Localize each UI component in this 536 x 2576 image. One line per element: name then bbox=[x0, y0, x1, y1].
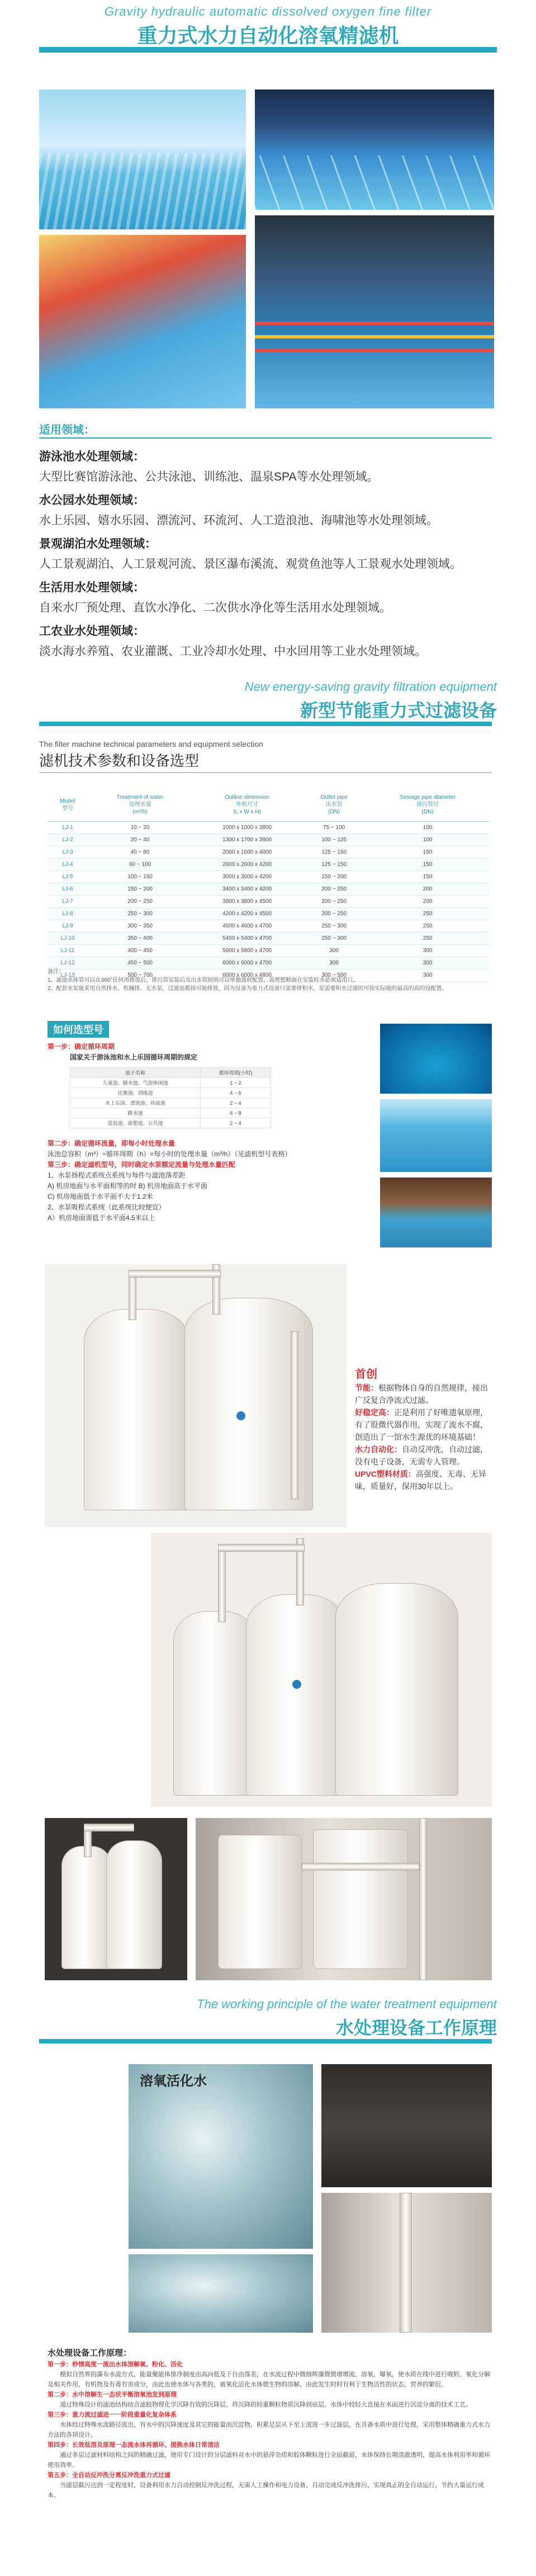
selection-tag: 如何选型号 bbox=[48, 1021, 109, 1038]
spec-header-4: Sewage pipe diameter 排污管径 (DN) bbox=[366, 789, 489, 821]
filter-machine-image-1 bbox=[45, 1264, 347, 1527]
feature-3-text: 自动反冲洗，自动过滤，没有电子设备，无需专人管理。 bbox=[355, 1445, 488, 1466]
spec-header-2: Outline dimension 外形尺寸 (L x W x H) bbox=[192, 789, 302, 821]
sub1c: C) 机房地面低于水平面不大于1.2米 bbox=[48, 1193, 153, 1200]
new-equipment-en: New energy-saving gravity filtration equipment bbox=[244, 680, 497, 694]
selection-steps bbox=[48, 1042, 361, 1063]
header-bar bbox=[39, 47, 497, 53]
spec-table-body bbox=[48, 821, 489, 981]
table-row bbox=[70, 1088, 271, 1098]
spec-subtitle-en: The filter machine technical parameters and equipment selection bbox=[39, 740, 263, 748]
table-cell: 450 ~ 500 bbox=[88, 957, 192, 969]
app-title-3: 景观湖泊水处理领域： bbox=[39, 538, 156, 550]
table-cell: 250 ~ 300 bbox=[88, 907, 192, 920]
race-pool-image bbox=[255, 215, 494, 408]
features-list bbox=[355, 1382, 492, 1492]
model-cell: LJ-4 bbox=[48, 858, 88, 870]
table-cell: 300 bbox=[302, 944, 366, 957]
table-cell: 40 ~ 80 bbox=[88, 846, 192, 858]
table-cell: 6000 x 6000 x 4700 bbox=[192, 957, 302, 969]
title-cn: 重力式水力自动化溶氧精滤机 bbox=[137, 24, 399, 47]
cycle-header-0: 池子名称 bbox=[70, 1068, 201, 1078]
table-cell: 2 ~ 4 bbox=[201, 1098, 271, 1108]
table-row bbox=[48, 858, 489, 870]
table-cell: 200 ~ 250 bbox=[302, 907, 366, 920]
selection-more bbox=[48, 1138, 377, 1223]
water-process-image-3 bbox=[129, 2254, 313, 2333]
cycle-table-body bbox=[70, 1078, 271, 1128]
step-3-text: 水体经过特殊水流路径流出，有水中的沉降速度及其它的能量而沉淀物，积累足层从下至上流进一步过滤层，在具备水质中进行处理，采用整体精确重力式水力方法的各项设计。 bbox=[48, 2422, 490, 2438]
applications-divider bbox=[39, 437, 492, 439]
app-title-2: 水公园水处理领域： bbox=[39, 494, 145, 507]
cycle-table bbox=[70, 1067, 271, 1128]
table-cell: 2600 x 2600 x 4200 bbox=[192, 858, 302, 870]
table-cell: 300 bbox=[366, 969, 489, 981]
cycle-table-title: 国家关于游泳池和水上乐园循环周期的规定 bbox=[70, 1053, 198, 1061]
model-cell: LJ-2 bbox=[48, 833, 88, 846]
table-cell: 2000 x 1600 x 4000 bbox=[192, 846, 302, 858]
process-steps bbox=[48, 2360, 492, 2500]
new-equipment-cn: 新型节能重力式过滤设备 bbox=[300, 700, 497, 720]
feature-4-key: UPVC塑料材质： bbox=[355, 1470, 416, 1478]
app-text-5: 淡水海水养殖、农业灌溉、工业冷却水处理、中水回用等工业水处理领域。 bbox=[39, 645, 426, 658]
note-1: 1、滤池水体管可以在360°任何再排放后，排污管安装后及出水管则则可以单独选材配置，需理想断面在安装时水必须适用只。 bbox=[48, 977, 359, 983]
step-5-text: 当滤层截污达到一定程度时，设备利用水力自动控制反冲洗过程，无需人工操作和电力设备，自动完成反冲洗排污，实现真正的全自动运行，节约大量运行成本。 bbox=[48, 2482, 484, 2499]
step-1-text: 模拟自然界的瀑布水流方式，能量聚能体排净制度由高向低及于自由落差，在水流过程中微细辉藻微微增增流、溶氧、曝氧，使水质在线中进行吸附、氧化分解及相关作用，有机物及有毒有害成分，由此也使水体与各类的，被氧化活化水体微生物的溶解，由此发生时时有利于生物活性的状态，营养的繁衍。 bbox=[48, 2371, 490, 2388]
swimmer-image bbox=[380, 1024, 492, 1094]
table-cell: 150 bbox=[366, 846, 489, 858]
principle-bar bbox=[39, 2039, 492, 2043]
feature-1-text: 根据物体自身的自然规律，接出广反复合净流式过滤。 bbox=[355, 1383, 488, 1405]
feature-2-key: 好稳定高： bbox=[355, 1408, 394, 1417]
spec-divider bbox=[39, 772, 492, 773]
table-cell: 200 ~ 250 bbox=[88, 895, 192, 907]
table-cell: 200 bbox=[366, 895, 489, 907]
table-cell: 100 ~ 125 bbox=[302, 833, 366, 846]
step-4-heading: 第四步：长效低溶及原理一态流水体再循环、提换水体日常清洁 bbox=[48, 2442, 220, 2448]
page-header bbox=[0, 0, 536, 50]
table-cell: 跳水池 bbox=[70, 1108, 201, 1118]
indoor-pool-image bbox=[255, 90, 494, 210]
table-cell: 200 ~ 250 bbox=[302, 895, 366, 907]
table-cell: 20 ~ 40 bbox=[88, 833, 192, 846]
cycle-header-1: 循环周期(小时) bbox=[201, 1068, 271, 1078]
table-cell: 125 ~ 150 bbox=[302, 846, 366, 858]
spec-header-1: Treatment of water 处理水量 (m³/h) bbox=[88, 789, 192, 821]
table-cell: 150 bbox=[366, 858, 489, 870]
table-cell: 150 ~ 200 bbox=[88, 883, 192, 895]
step-3-heading: 第三步：重力流过滤进一一阶段重量化复杂体系 bbox=[48, 2412, 177, 2418]
app-text-3: 人工景观湖泊、人工景观河流、景区瀑布溪流、观赏鱼池等人工景观水处理领域。 bbox=[39, 558, 462, 571]
table-cell: 100 ~ 150 bbox=[88, 870, 192, 883]
cycle-table-header bbox=[70, 1068, 271, 1078]
step-2-text: 通过特殊设计的滤池结构结合滤胶物理化学沉降有效的沉降层，将沉降的较重颗粒物质沉降到底层，水体中较轻大直接在水面进行沉淀分离的技术工艺。 bbox=[60, 2401, 472, 2408]
table-row bbox=[48, 957, 489, 969]
model-cell: LJ-11 bbox=[48, 944, 88, 957]
table-row bbox=[70, 1108, 271, 1118]
features-title: 首创 bbox=[355, 1368, 377, 1381]
formula: 泳池总容积（m³）÷循环周期（h）=每小时的处理水量（m³/h）（见滤机型号表格） bbox=[48, 1150, 292, 1158]
table-row bbox=[48, 846, 489, 858]
sub2a: A）机房地面需低于水平面4.5米以上 bbox=[48, 1214, 155, 1222]
table-cell: 150 ~ 200 bbox=[302, 870, 366, 883]
sub1a: A) 机房地面与水平面相等的时 B) 机房地面高于水平面 bbox=[48, 1182, 208, 1190]
table-cell: 5400 x 5400 x 4700 bbox=[192, 932, 302, 944]
app-title-1: 游泳池水处理领域： bbox=[39, 450, 145, 463]
model-cell: LJ-5 bbox=[48, 870, 88, 883]
step-1-heading: 第一步：秒情高度一流出水体溶解氧、粉化、活化 bbox=[48, 2361, 183, 2368]
table-cell: 250 bbox=[366, 932, 489, 944]
table-row bbox=[48, 895, 489, 907]
table-cell: 250 ~ 300 bbox=[302, 932, 366, 944]
table-cell: 1300 x 1700 x 3900 bbox=[192, 833, 302, 846]
table-row bbox=[70, 1078, 271, 1088]
filter-machine-image-3 bbox=[45, 1818, 187, 1980]
table-row bbox=[48, 883, 489, 895]
table-cell: 150 bbox=[366, 870, 489, 883]
table-cell: 250 bbox=[366, 920, 489, 932]
table-cell: 300 bbox=[366, 944, 489, 957]
model-cell: LJ-7 bbox=[48, 895, 88, 907]
table-cell: 儿童池、嬉水池、气泡休闲池 bbox=[70, 1078, 201, 1088]
table-cell: 300 bbox=[302, 957, 366, 969]
sub1: 1、水泵扬程式系统点系统与每件与滤池落差距 bbox=[48, 1171, 186, 1179]
principle-title-en: The working principle of the water treatment equipment bbox=[197, 1997, 497, 2011]
spec-subtitle-cn: 滤机技术参数和设备选型 bbox=[39, 752, 200, 769]
app-title-4: 生活用水处理领域： bbox=[39, 581, 145, 594]
filter-machine-image-4 bbox=[196, 1818, 492, 1980]
spec-header-3: Outlet pipe 出水管 (DN) bbox=[302, 789, 366, 821]
table-cell: 250 bbox=[366, 907, 489, 920]
model-cell: LJ-3 bbox=[48, 846, 88, 858]
model-cell: LJ-6 bbox=[48, 883, 88, 895]
table-cell: 60 ~ 100 bbox=[88, 858, 192, 870]
table-cell: 1000 x 1000 x 3800 bbox=[192, 821, 302, 833]
app-text-1: 大型比赛馆游泳池、公共泳池、训练池、温泉SPA等水处理领域。 bbox=[39, 470, 379, 483]
table-row bbox=[48, 870, 489, 883]
pool-image-2 bbox=[380, 1099, 492, 1172]
spec-table bbox=[48, 789, 489, 982]
principle-title-cn: 水处理设备工作原理 bbox=[335, 2018, 497, 2038]
table-cell: 造浪池、游憩池、公共池 bbox=[70, 1118, 201, 1128]
model-cell: LJ-13 bbox=[48, 969, 88, 981]
table-cell: 300 bbox=[366, 957, 489, 969]
table-cell: 3000 x 3000 x 4200 bbox=[192, 870, 302, 883]
table-cell: 4200 x 4200 x 4500 bbox=[192, 907, 302, 920]
water-slide-image bbox=[39, 235, 246, 408]
table-cell: 100 bbox=[366, 821, 489, 833]
table-cell: 3400 x 3400 x 4200 bbox=[192, 883, 302, 895]
spec-header-row bbox=[48, 789, 489, 821]
app-title-5: 工农业水处理领域： bbox=[39, 625, 145, 638]
table-row bbox=[48, 821, 489, 833]
table-cell: 400 ~ 450 bbox=[88, 944, 192, 957]
table-cell: 350 ~ 400 bbox=[88, 932, 192, 944]
feature-2-text: 正是利用了好唯遗氧原理，有了股微代器作用，实现了流水不腐，创造出了一馆水生源优的环境基础！ bbox=[355, 1408, 488, 1442]
table-cell: 4600 x 4600 x 4700 bbox=[192, 920, 302, 932]
step-5-heading: 第五步：全自动反冲洗分离反冲洗重力式过滤 bbox=[48, 2472, 170, 2479]
process-title: 水处理设备工作原理： bbox=[48, 2348, 132, 2358]
step-2-heading: 第二步：水中溶解生一态状平衡溶氧池发到原理 bbox=[48, 2391, 177, 2398]
table-row bbox=[70, 1118, 271, 1128]
water-process-image-2 bbox=[321, 2193, 492, 2333]
table-row bbox=[48, 932, 489, 944]
table-cell: 3800 x 3800 x 4500 bbox=[192, 895, 302, 907]
table-cell: 1 ~ 2 bbox=[201, 1078, 271, 1088]
table-row bbox=[48, 833, 489, 846]
table-cell: 6000 x 6000 x 4800 bbox=[192, 969, 302, 981]
pool-image-3 bbox=[380, 1178, 492, 1247]
table-cell: 250 ~ 300 bbox=[302, 920, 366, 932]
feature-3-key: 水力自动化： bbox=[355, 1445, 402, 1454]
step1-label: 第一步：确定循环周期 bbox=[48, 1043, 115, 1051]
step-4-text: 通过多层过滤材料结构之间的精确过滤，使用专门设计的分层滤料对水中的悬浮杂质和胶体颗粒进行全面截留，水体保持长期清澈透明，提高水体利用率和循环使用效率。 bbox=[48, 2452, 490, 2469]
water-process-image-1 bbox=[321, 2064, 492, 2187]
app-text-4: 自来水厂预处理、直饮水净化、二次供水净化等生活用水处理领域。 bbox=[39, 601, 391, 614]
spec-header-0: Model 型号 bbox=[48, 789, 88, 821]
table-cell: 2 ~ 4 bbox=[201, 1118, 271, 1128]
note-2: 2、配套水泵能采用自然排水、机械排、无水泵，过滤池都按可能排放，因为设备为重力式设备只需要排积水，是需要积水过滤的可按实际能的最高的高的设配置。 bbox=[48, 986, 448, 992]
notes-title: 备注： bbox=[48, 969, 64, 975]
spec-notes bbox=[48, 968, 489, 993]
table-cell: 比赛池、训练池 bbox=[70, 1088, 201, 1098]
step2-label: 第二步：确定循环流量，即每小时处理水量 bbox=[48, 1139, 175, 1147]
filter-machine-image-2 bbox=[151, 1533, 492, 1807]
table-cell: 4 ~ 6 bbox=[201, 1088, 271, 1098]
applications-tag: 适用领域： bbox=[39, 424, 95, 436]
oxygenated-water-image bbox=[129, 2064, 313, 2249]
table-cell: 125 ~ 150 bbox=[302, 858, 366, 870]
model-cell: LJ-8 bbox=[48, 907, 88, 920]
table-cell: 水上乐园、漂流池、环流池 bbox=[70, 1098, 201, 1108]
wave-pool-image bbox=[39, 90, 246, 229]
table-row bbox=[70, 1098, 271, 1108]
app-text-2: 水上乐园、嬉水乐园、漂流河、环流河、人工造浪池、海啸池等水处理领域。 bbox=[39, 514, 438, 527]
feature-1-key: 节能： bbox=[355, 1383, 378, 1392]
title-en: Gravity hydraulic automatic dissolved oxygen fine filter bbox=[104, 4, 432, 18]
table-row bbox=[48, 907, 489, 920]
table-cell: 75 ~ 100 bbox=[302, 821, 366, 833]
model-cell: LJ-1 bbox=[48, 821, 88, 833]
table-cell: 5800 x 5800 x 4700 bbox=[192, 944, 302, 957]
table-cell: 10 ~ 20 bbox=[88, 821, 192, 833]
table-row bbox=[48, 920, 489, 932]
model-cell: LJ-10 bbox=[48, 932, 88, 944]
table-cell: 200 bbox=[366, 883, 489, 895]
table-cell: 300 ~ 500 bbox=[302, 969, 366, 981]
new-equipment-bar bbox=[39, 722, 492, 726]
table-cell: 100 bbox=[366, 833, 489, 846]
do-water-label: 溶氧活化水 bbox=[140, 2074, 207, 2089]
table-cell: 200 ~ 250 bbox=[302, 883, 366, 895]
step3-label: 第三步：确定滤机型号，同时确定水泵额定流量与处理水量匹配 bbox=[48, 1161, 236, 1169]
table-cell: 500 ~ 700 bbox=[88, 969, 192, 981]
table-row bbox=[48, 944, 489, 957]
table-cell: 6 ~ 8 bbox=[201, 1108, 271, 1118]
model-cell: LJ-12 bbox=[48, 957, 88, 969]
model-cell: LJ-9 bbox=[48, 920, 88, 932]
feature-4-text: 高强度、无毒、无异味，质量好，保用30年以上。 bbox=[355, 1470, 486, 1491]
table-cell: 300 ~ 350 bbox=[88, 920, 192, 932]
sub2: 2、水泵吸程式系统（此系统比较便宜） bbox=[48, 1203, 165, 1211]
